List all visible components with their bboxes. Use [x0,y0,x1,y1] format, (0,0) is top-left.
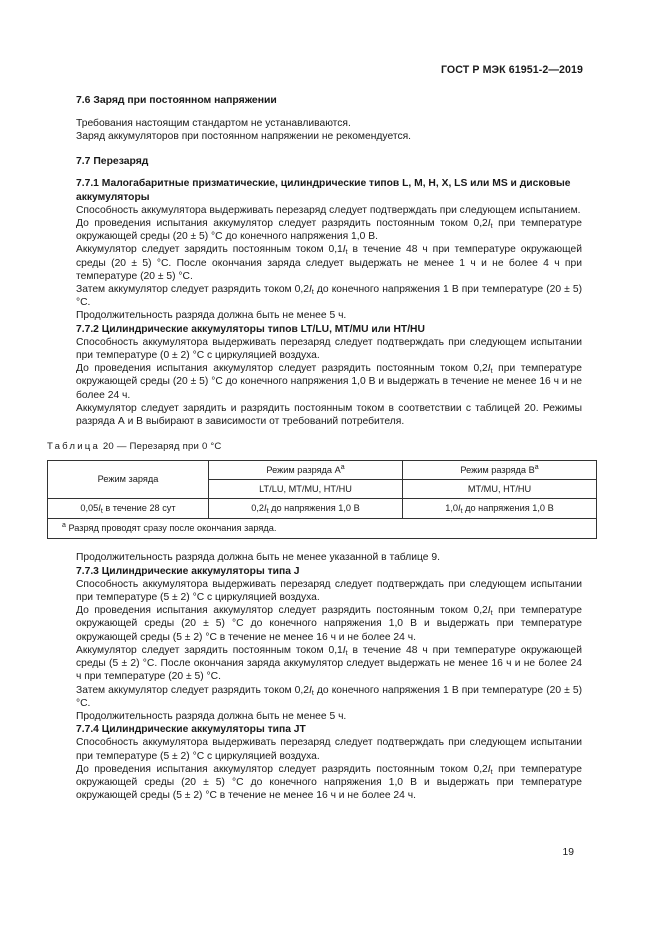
paragraph: До проведения испытания аккумулятор следует разрядить постоянным током $0,2I_t$ при температуре окружающей среды (20 ± 5) °С до конечного напряжения 1,0 В и выдержать в течение не менее 16 ч и не более 24 ч. [76,363,582,401]
table-cell: $0,2I_t$ до напряжения 1,0 В [209,499,403,519]
paragraph: Требования настоящим стандартом не устанавливаются. [76,117,351,129]
paragraph: Аккумулятор следует зарядить постоянным током $0,1I_t$ в течение 48 ч при температуре окружающей среды (5 ± 2) °С. После окончания заряда аккумулятор следует выдержать не менее 16 ч и не более 24 ч при температуре (20 ± 5) °С. [76,644,582,683]
paragraph: Способность аккумулятора выдерживать перезаряд следует подтверждать при следующем испытании при температуре (5 ± 2) °С с циркуляцией воздуха. [76,578,582,604]
page-number: 19 [562,847,574,858]
paragraph: Способность аккумулятора выдерживать перезаряд следует подтверждать при следующем испытании при температуре (0 ± 2) °С с циркуляцией воздуха. [76,336,582,362]
section-7-7-1-title: 7.7.1 Малогабаритные призматические, цилиндрические типов L, M, H, X, LS или MS и дисковые аккумуляторы [76,178,571,203]
paragraph: Способность аккумулятора выдерживать перезаряд следует подтверждать при следующем испытанием. [76,204,581,216]
paragraph: До проведения испытания аккумулятор следует разрядить постоянным током $0,2I_t$ при температуре окружающей среды (20 ± 5) °С до конечного напряжения 1,0 В и выдержать при температуре окружающей среды (5 ± 2) °С в течение не менее 16 ч и не более 24 ч. [76,763,582,802]
section-7-7-4-title: 7.7.4 Цилиндрические аккумуляторы типа JT [76,724,306,736]
section-7-6-title: 7.6 Заряд при постоянном напряжении [76,95,277,106]
table-cell: $0,05I_t$ в течение 28 сут [48,499,209,519]
table-header-discharge-b: Режим разряда $В^а$ [403,461,597,480]
paragraph: Затем аккумулятор следует разрядить током $0,2I_t$ до конечного напряжения 1 В при температуре (20 ± 5) °С. [76,284,582,309]
paragraph: До проведения испытания аккумулятор следует разрядить постоянным током $0,2I_t$ при температуре окружающей среды (20 ± 5) °С до конечного напряжения 1,0 В. [76,218,582,243]
paragraph: Аккумулятор следует зарядить и разрядить постоянным током в соответствии с таблицей 20. Режимы разряда А и В выбирают в зависимости от требований потребителя. [76,402,582,428]
table-subheader-b: MT/MU, HT/HU [403,480,597,499]
paragraph: Заряд аккумуляторов при постоянном напряжении не рекомендуется. [76,130,412,142]
document-header: ГОСТ Р МЭК 61951-2—2019 [440,64,583,76]
paragraph: Продолжительность разряда должна быть не менее 5 ч. [76,710,347,722]
paragraph: Способность аккумулятора выдерживать перезаряд следует подтверждать при следующем испытании при температуре (5 ± 2) °С с циркуляцией воздуха. [76,737,582,762]
table-footnote: $^а$ Разряд проводят сразу после окончания заряда. [48,519,597,539]
paragraph: До проведения испытания аккумулятор следует разрядить постоянным током $0,2I_t$ при температуре окружающей среды (20 ± 5) °С до конечного напряжения 1,0 В и выдержать при температуре окружающей среды (5 ± 2) °С в течение не менее 16 ч и не более 24 ч. [76,605,582,643]
table-header-charge: Режим заряда [48,461,209,499]
section-7-7-title: 7.7 Перезаряд [76,155,149,167]
table-20 [47,460,597,539]
section-7-7-3-title: 7.7.3 Цилиндрические аккумуляторы типа J [76,565,300,577]
page-content [47,94,582,802]
section-7-7-4 [76,723,582,802]
table-header-discharge-a: Режим разряда $А^а$ [209,461,403,480]
paragraph: Продолжительность разряда должна быть не менее указанной в таблице 9. [76,552,440,564]
table-caption: Таблица 20 — Перезаряд при 0 °С [47,441,222,453]
table-subheader-a: LT/LU, MT/MU, HT/HU [209,480,403,499]
paragraph: Аккумулятор следует зарядить постоянным током $0,1I_t$ в течение 48 ч при температуре окружающей среды (20 ± 5) °С. После окончания заряда следует выдержать не менее 1 ч и не более 4 ч при температуре (20 ± 5) °С. [76,244,582,282]
paragraph: Продолжительность разряда должна быть не менее 5 ч. [76,310,347,322]
section-7-7-1 [76,177,582,322]
table-cell: $1,0I_t$ до напряжения 1,0 В [403,499,597,519]
section-7-7-3 [76,565,582,723]
section-7-7-2-title: 7.7.2 Цилиндрические аккумуляторы типов LT/LU, MT/MU или HT/HU [76,323,425,335]
paragraph: Затем аккумулятор следует разрядить током $0,2I_t$ до конечного напряжения 1 В при температуре (20 ± 5) °С. [76,684,582,709]
section-7-7-2 [76,323,582,429]
section-7-6 [76,94,582,143]
